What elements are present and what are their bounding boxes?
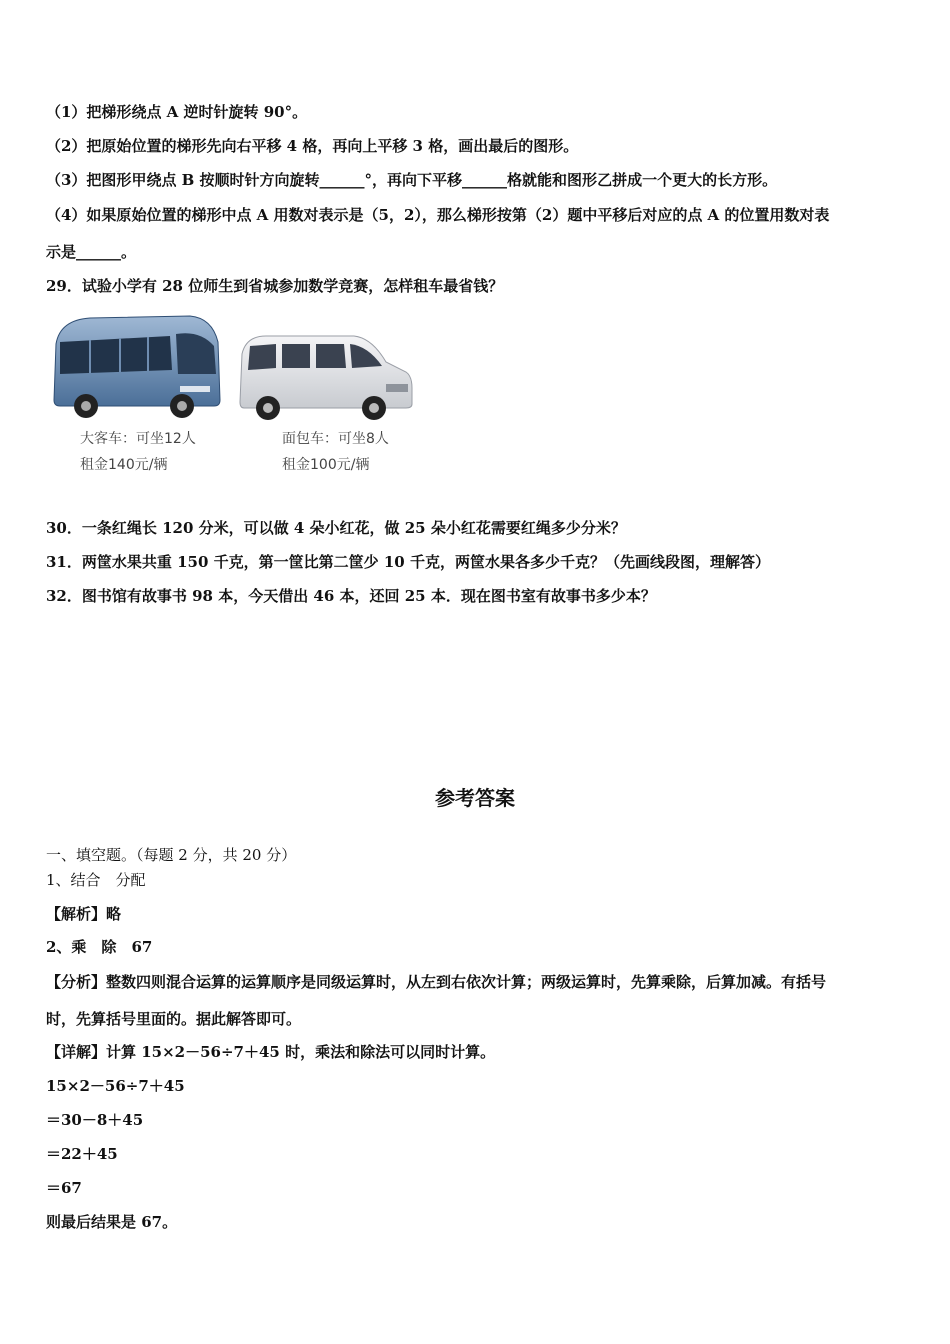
answers-section-heading: 一、填空题。（每题 2 分，共 20 分） xyxy=(46,846,297,864)
question-28-part-3: （3）把图形甲绕点 B 按顺时针方向旋转______°，再向下平移______格就能和图形乙拼成一个更大的长方形。 xyxy=(46,171,778,189)
answer-2-detail: 【详解】计算 15×2－56÷7＋45 时，乘法和除法可以同时计算。 xyxy=(46,1043,496,1061)
question-28-part-4-continued: 示是______。 xyxy=(46,243,137,261)
question-31: 31．两筐水果共重 150 千克，第一筐比第二筐少 10 千克，两筐水果各多少千克？（先画线段图，理解答） xyxy=(46,553,770,571)
answers-title: 参考答案 xyxy=(435,786,515,810)
bus-image xyxy=(50,312,225,424)
van-image xyxy=(236,332,416,424)
calculation-step-1: 15×2－56÷7＋45 xyxy=(46,1077,185,1095)
question-28-part-1: （1）把梯形绕点 A 逆时针旋转 90°。 xyxy=(46,103,308,121)
answer-1-analysis: 【解析】略 xyxy=(46,905,122,923)
question-30: 30．一条红绳长 120 分米，可以做 4 朵小红花，做 25 朵小红花需要红绳多少分米？ xyxy=(46,519,626,537)
answer-2-analysis: 【分析】整数四则混合运算的运算顺序是同级运算时，从左到右依次计算；两级运算时，先算乘除，后算加减。有括号 xyxy=(46,973,827,991)
van-capacity-label: 面包车：可坐8人 xyxy=(282,431,389,447)
bus-price-label: 租金140元/辆 xyxy=(80,457,168,473)
question-28-part-2: （2）把原始位置的梯形先向右平移 4 格，再向上平移 3 格，画出最后的图形。 xyxy=(46,137,579,155)
answer-2: 2、乘 除 67 xyxy=(46,938,153,956)
answer-1: 1、结合 分配 xyxy=(46,871,146,889)
bus-capacity-label: 大客车：可坐12人 xyxy=(80,431,196,447)
question-29: 29．试验小学有 28 位师生到省城参加数学竞赛，怎样租车最省钱？ xyxy=(46,277,504,295)
answer-2-analysis-continued: 时，先算括号里面的。据此解答即可。 xyxy=(46,1010,302,1028)
van-price-label: 租金100元/辆 xyxy=(282,457,370,473)
answer-2-conclusion: 则最后结果是 67。 xyxy=(46,1213,178,1231)
calculation-step-2: ＝30－8＋45 xyxy=(46,1111,144,1129)
question-32: 32．图书馆有故事书 98 本，今天借出 46 本，还回 25 本．现在图书室有故事书多少本？ xyxy=(46,587,656,605)
calculation-step-3: ＝22＋45 xyxy=(46,1145,118,1163)
calculation-step-4: ＝67 xyxy=(46,1179,82,1197)
question-28-part-4: （4）如果原始位置的梯形中点 A 用数对表示是（5，2），那么梯形按第（2）题中平移后对应的点 A 的位置用数对表 xyxy=(46,206,830,224)
